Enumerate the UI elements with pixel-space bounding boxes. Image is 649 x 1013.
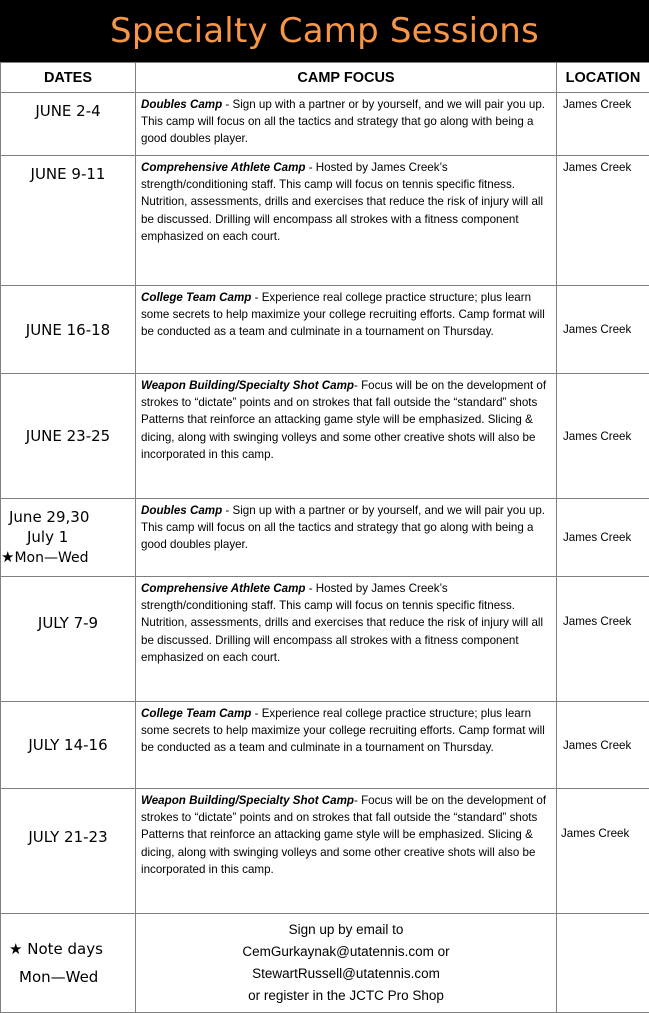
star-icon: ★: [1, 548, 15, 566]
session-location: James Creek: [557, 702, 649, 789]
session-location: James Creek: [557, 499, 649, 577]
note-line-2: Mon—Wed: [19, 968, 99, 986]
camp-focus-cell: [136, 789, 557, 914]
camp-description: - Hosted by James Creek’s strength/conditioning staff. This camp will focus on tennis specific fitness. Nutrition, assessments, drills and exercises that reduce the risk of injury will all be discussed. Drilling will encompass all strokes with a fitness component emphasized on each court.: [141, 161, 544, 243]
table-row: [1, 702, 649, 789]
camp-focus-cell: [136, 93, 557, 156]
title-banner: [0, 0, 649, 62]
camp-description: - Focus will be on the development of strokes to “dictate” points and on strokes that fall outside the “standard” shots Patterns that reinforce an attacking game style will be emphasized. Slicing & dicing, along with swinging volleys and some other creative shots will also be incorporated in this camp.: [141, 794, 547, 876]
table-row: [1, 577, 649, 702]
table-row: [1, 286, 649, 374]
camp-name: College Team Camp: [141, 707, 252, 720]
camp-name: Weapon Building/Specialty Shot Camp: [141, 379, 355, 392]
session-location: James Creek: [557, 156, 649, 286]
signup-line: or register in the JCTC Pro Shop: [248, 988, 444, 1003]
session-date: JUNE 9-11: [1, 156, 136, 286]
signup-row: [1, 914, 649, 1013]
table-row: [1, 374, 649, 499]
camp-name: Doubles Camp: [141, 504, 223, 517]
date-line-3-wrap: [1, 547, 135, 568]
date-line-2: July 1: [27, 528, 69, 546]
session-location: James Creek: [557, 374, 649, 499]
camp-schedule-table: [0, 62, 649, 1013]
session-date: JULY 21-23: [1, 789, 136, 914]
camp-name: Doubles Camp: [141, 98, 223, 111]
camp-description: - Experience real college practice structure; plus learn some secrets to help maximize your college recruiting efforts. Camp format will be conducted as a team and culminate in a tournament on Thursday.: [141, 291, 545, 339]
session-location: James Creek: [557, 93, 649, 156]
camp-focus-cell: [136, 374, 557, 499]
star-icon: ★: [9, 940, 23, 958]
camp-focus-cell: [136, 499, 557, 577]
session-date: JUNE 2-4: [1, 93, 136, 156]
signup-cell: [136, 914, 557, 1013]
note-line-1-wrap: [9, 935, 135, 963]
table-header-row: [1, 63, 649, 93]
page-title: Specialty Camp Sessions: [110, 11, 539, 51]
session-location: James Creek: [557, 286, 649, 374]
date-line-1: June 29,30: [9, 508, 90, 526]
table-row: [1, 499, 649, 577]
signup-email-link[interactable]: CemGurkaynak@utatennis.com or: [242, 944, 450, 959]
signup-email-link[interactable]: StewartRussell@utatennis.com: [252, 966, 440, 981]
camp-description: - Sign up with a partner or by yourself, and we will pair you up. This camp will focus on all the tactics and strategy that go along with being a good doubles player.: [141, 504, 546, 552]
empty-location-cell: [557, 914, 649, 1013]
camp-description: - Focus will be on the development of strokes to “dictate” points and on strokes that fall outside the “standard” shots Patterns that reinforce an attacking game style will be emphasized. Slicing & dicing, along with swinging volleys and some other creative shots will also be incorporated in this camp.: [141, 379, 547, 461]
session-date: JULY 14-16: [1, 702, 136, 789]
camp-description: - Sign up with a partner or by yourself, and we will pair you up. This camp will focus on all the tactics and strategy that go along with being a good doubles player.: [141, 98, 546, 146]
camp-focus-cell: [136, 702, 557, 789]
session-location: James Creek: [557, 789, 649, 914]
session-date: JULY 7-9: [1, 577, 136, 702]
camp-description: - Hosted by James Creek’s strength/conditioning staff. This camp will focus on tennis specific fitness. Nutrition, assessments, drills and exercises that reduce the risk of injury will all be discussed. Drilling will encompass all strokes with a fitness component emphasized on each court.: [141, 582, 544, 664]
camp-name: Comprehensive Athlete Camp: [141, 582, 306, 595]
table-row: [1, 93, 649, 156]
camp-focus-cell: [136, 577, 557, 702]
signup-line: Sign up by email to: [288, 922, 404, 937]
camp-name: College Team Camp: [141, 291, 252, 304]
table-row: [1, 789, 649, 914]
camp-description: - Experience real college practice structure; plus learn some secrets to help maximize your college recruiting efforts. Camp format will be conducted as a team and culminate in a tournament on Thursday.: [141, 707, 545, 755]
note-days-cell: [1, 914, 136, 1013]
session-date-cell: [1, 499, 136, 577]
session-date: JUNE 16-18: [1, 286, 136, 374]
session-location: James Creek: [557, 577, 649, 702]
camp-name: Comprehensive Athlete Camp: [141, 161, 306, 174]
header-dates: DATES: [1, 63, 136, 93]
header-camp-focus: CAMP FOCUS: [136, 63, 557, 93]
header-location: LOCATION: [557, 63, 649, 93]
date-line-3: Mon—Wed: [14, 550, 89, 566]
session-date: JUNE 23-25: [1, 374, 136, 499]
table-row: [1, 156, 649, 286]
camp-focus-cell: [136, 156, 557, 286]
camp-name: Weapon Building/Specialty Shot Camp: [141, 794, 355, 807]
camp-focus-cell: [136, 286, 557, 374]
note-line-1: Note days: [27, 940, 103, 958]
